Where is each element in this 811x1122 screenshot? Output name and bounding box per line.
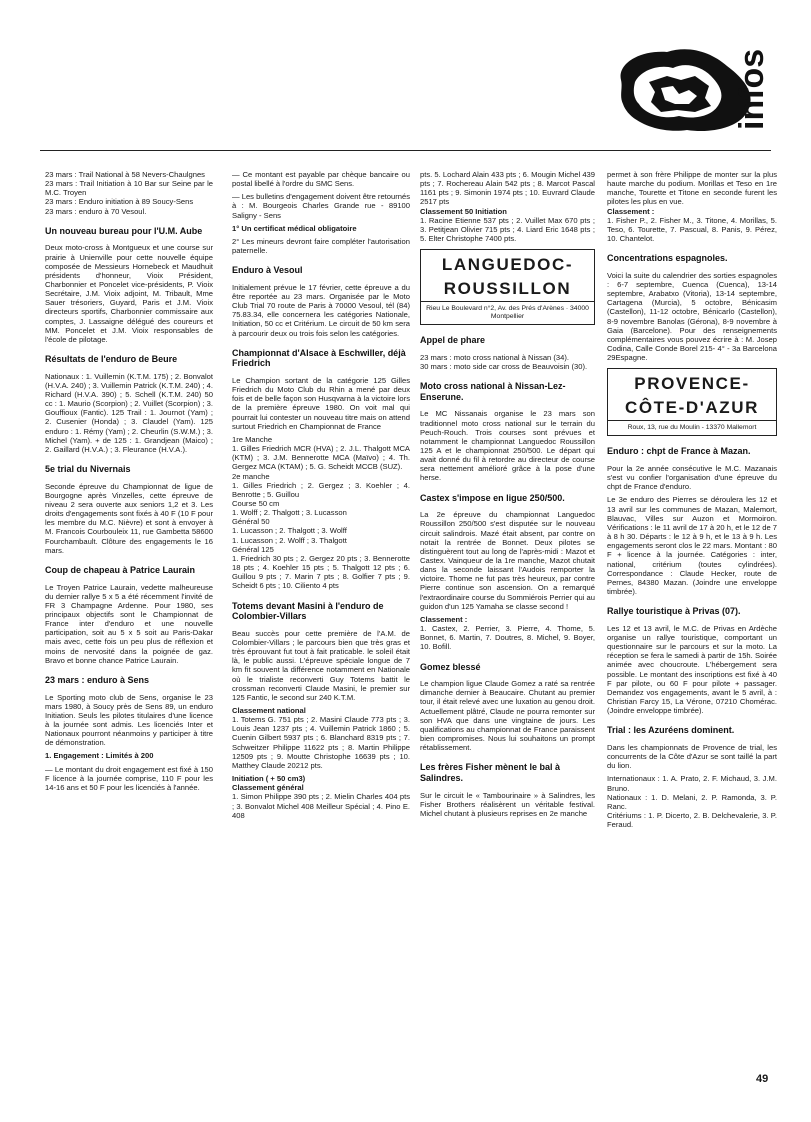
article-heading: Trial : les Azuréens dominent.: [607, 725, 735, 736]
results-line: Nationaux : 1. D. Melani, 2. P. Ramonda, 3. P. Ranc.: [607, 792, 777, 811]
article-body: Le champion ligue Claude Gomez a raté sa rentrée dimanche dernier à Beaucaire. Chutant au premier tour, il était relevé avec une luxation au genou droit. Actuellement plâtré, Claude ne pourra remonter sur son HVA que dans une vingtaine de jours. Les qualifications au championnat de France paraissent bien compromises. Nous lui souhaitons un prompt rétablissement.: [420, 679, 595, 753]
region-address: Roux, 13, rue du Moulin - 13370 Mallemort: [608, 420, 776, 435]
region-banner-languedoc: [420, 249, 595, 325]
article-body: Deux moto-cross à Montgueux et une course sur prairie à Unienville pour cette nouvelle équipe composée de Messieurs Hornebeck et Maudhuit présidents d'honneur, Vioix Président, Charbonnier et Poncelet vice-présidents, P. Vioix Secrétaire, J.M. Vioix adjoint, M. Tribault, Mme Sauer trésoriers, Guyard, Paris et J.M. Vioix directeurs sportifs, Charbonnier commissaire aux comptes, J. Lassaigne délégué des coureurs et MM. Poncelet et J.M. Vioix responsables de l'école de pilotage.: [45, 243, 213, 344]
article-heading: 23 mars : enduro à Sens: [45, 674, 150, 685]
article-subhead: Initiation ( + 50 cm3): [232, 774, 306, 784]
article-body: Le 3e enduro des Pierres se déroulera les 12 et 13 avril sur les communes de Mazan, Malemort, Blauvac, Villes sur Auzon et Mormoiron. Vérifications : le 11 avril de 17 à 20 h, et le 12 de 7 à 8 h 30. Départs : le 12 à 9 h, et le 13 à 9 h. Les engagements seront clos le 22 mars. Montant : 80 F + licence à la journée. Catégories : inter, national, critérium (toutes cylindrées). Correspondance : Claude Hecker, route de Pernes, 84380 Mazan. (Joindre une enveloppe timbrée).: [607, 495, 777, 597]
calendar-item: 23 mars : moto cross national à Nissan (34).: [420, 352, 569, 362]
article-body: Les 12 et 13 avril, le M.C. de Privas en Ardèche organise un rallye touristique, comportant un questionnaire sur le parcours et sur la moto. La réception se fera le samedi à partir de 15h. Soirée animée avec choucroute. L'hébergement sera possible. Le montant des inscriptions est fixé à 40 F par pilote, ou 60 F pour pilote + passager. Demandez vos engagements, avant le 5 avril, à : Christian Farcy 15, La Vérone, 07210 Chomérac. (Joindre enveloppe timbrée).: [607, 623, 777, 716]
article-body: 1. Fisher P., 2. Fisher M., 3. Titone, 4. Morillas, 5. Teso, 6. Tourette, 7. Pascual, 8. Panis, 9. Pérez, 10. Chantelot.: [607, 215, 777, 244]
article-body: 2° Les mineurs devront faire compléter l'autorisation paternelle.: [232, 236, 410, 256]
article-body: pts. 5. Lochard Alain 433 pts ; 6. Mougin Michel 439 pts ; 7. Rochereau Alain 542 pts ; 8. Marcot Pascal 1161 pts ; 9. Simonin 1974 pts ; 10. Euvrard Claude 2517 pts: [420, 170, 595, 207]
article-heading: Résultats de l'enduro de Beure: [45, 354, 178, 365]
region-title: PROVENCE-: [634, 374, 750, 394]
results-line: Général 125: [232, 544, 274, 554]
article-subhead: Classement 50 Initiation: [420, 206, 507, 216]
article-body: Sur le circuit le « Tambourinaire » à Salindres, les Fisher Brothers réalisèrent un véritable festival. Michel chutant à plusieurs reprises en 2e manche: [420, 790, 595, 818]
results-line: Course 50 cm: [232, 499, 280, 508]
results-line: 1re Manche: [232, 434, 273, 444]
results-line: 1. Wolff ; 2. Thalgott ; 3. Lucasson: [232, 508, 347, 518]
page-number: 49: [756, 1073, 769, 1085]
article-heading: Castex s'impose en ligue 250/500.: [420, 492, 565, 503]
article-heading: Enduro à Vesoul: [232, 265, 303, 276]
results-line: 2e manche: [232, 471, 270, 481]
article-heading: Moto cross national à Nissan-Lez-Enserune.: [420, 381, 566, 402]
article-body: Le MC Nissanais organise le 23 mars son traditionnel moto cross national sur le terrain du Peuch-Rouch. Trois courses sont prévues et notamment le championnat Languedoc Roussillon 125 A et le championnat 250/500. Le départ qui avait donné du fil à retordre au directeur de course sera nettement amélioré grâce à la pose d'une herse.: [420, 409, 595, 483]
calendar-item: 23 mars : Enduro initiation à 89 Soucy-Sens: [45, 197, 194, 207]
article-body: 1. Castex, 2. Perrier, 3. Pierre, 4. Thome, 5. Bonnet, 6. Martin, 7. Doutres, 8. Michel, 9. Boyer, 10. Bofill.: [420, 624, 595, 652]
results-line: 1. Gilles Friedrich ; 2. Gergez ; 3. Koehler ; 4. Benrotte ; 5. Guillou: [232, 480, 410, 499]
article-heading: Coup de chapeau à Patrice Laurain: [45, 564, 196, 575]
article-heading: Enduro : chpt de France à Mazan.: [607, 446, 751, 457]
results-line: 1. Gilles Friedrich MCR (HVA) ; 2. J.L. Thalgott MCA (KTM) ; 3. J.M. Bennerotte MCA (Maïvo) ; 4. Th. Gergez MCA (KTAM) ; 5. G. Scheidt MCCB (SUZ).: [232, 444, 410, 472]
region-banner-provence: [607, 368, 777, 436]
article-heading: Rallye touristique à Privas (07).: [607, 606, 741, 617]
article-body: Dans les championnats de Provence de trial, les concurrents de la Côte d'Azur se sont taillé la part du lion.: [607, 742, 777, 771]
article-body: — Ce montant est payable par chèque bancaire ou postal libellé à l'ordre du SMC Sens.: [232, 170, 410, 189]
article-heading: Championnat d'Alsace à Eschwiller, déjà Friedrich: [232, 347, 406, 369]
article-body: 1° Un certificat médical obligatoire: [232, 223, 357, 233]
article-heading: Concentrations espagnoles.: [607, 253, 728, 264]
article-subhead: Classement général: [232, 783, 304, 793]
article-body: Seconde épreuve du Championnat de ligue de Bourgogne après Vinzelles, cette épreuve de niveau 2 sera ouverte aux seniors 1,2 et 3. Les droits d'engagements sont fixés à 40 F (10 F pour les membre du M.C. Nièvre) et sont à envoyer à M. Francois Courbouleix 11, rue Gambetta 58600 Fourchambault. Clôture des engagements le 16 mars.: [45, 481, 213, 555]
article-body: — Le montant du droit engagement est fixé à 150 F licence à la journée comprise, 110 F pour les 14-16 ans et 50 F pour les licenciés à l'année.: [45, 764, 213, 792]
results-line: 1. Lucasson ; 2. Thalgott ; 3. Wolff: [232, 526, 347, 536]
article-heading: 5e trial du Nivernais: [45, 464, 131, 475]
article-heading: Gomez blessé: [420, 661, 481, 672]
column-1: [45, 170, 213, 796]
article-body: Beau succès pour cette première de l'A.M. de Colombier-Villars ; le parcours bien que très gras et très éprouvant fut tout à fait praticable. le soleil était là, le public aussi. L'épreuve spéciale longue de 7 km fit souvent la différence notamment en Nationale où le trialiste reconverti Guy Totems battit le crossman reconverti Claude Masini, le premier sur 125 Fantic, le second sur 240 K.T.M.: [232, 628, 410, 702]
results-list: [607, 774, 777, 829]
calendar-item: 30 mars : moto side car cross de Beauvoisin (30).: [420, 362, 588, 371]
article-body: Voici la suite du calendrier des sorties espagnoles : 6-7 septembre, Cuenca (Cuenca), 13-14 septembre, Arabatxo (Vitoria), 13-14 septembre, Cartagena (Murcia), 5 octobre, Bénicasim (Castellon), 11-12 octobre, Bénicarlo (Castellon), 8-9 novembre Banolas (Gérona), 8-9 novembre à Gaia (Barcelone). Pour des renseignements complémentaires vous pouvez écrire à : M. Josep Codina, Calle Conde Borel 215- 4° - 3a Barcelona 29Espagne.: [607, 270, 777, 363]
article-body: permet à son frère Philippe de monter sur la plus haute marche du podium. Morillas et Teso en 1re manche, Tourette et Titone en seconde furent les pilotes les plus en vue.: [607, 170, 777, 207]
column-4: [607, 170, 777, 833]
article-heading: Les frères Fisher mènent le bal à Salindres.: [420, 762, 561, 783]
calendar-item: 23 mars : Trail Initiation à 10 Bar sur Seine par le M.C. Troyen: [45, 179, 213, 198]
article-subhead: Classement national: [232, 706, 306, 715]
results-line: 1. Lucasson ; 2. Wolff ; 3. Thalgott: [232, 535, 347, 545]
article-subhead: Classement :: [607, 206, 655, 216]
svg-text:infos: infos: [733, 48, 771, 130]
column-2: [232, 170, 410, 824]
region-title: LANGUEDOC-: [441, 255, 574, 275]
results-line: Internationaux : 1. A. Prato, 2. F. Michaud, 3. J.M. Bruno.: [607, 774, 777, 793]
article-body: La 2e épreuve du championnat Languedoc Roussillon 250/500 s'est disputée sur le nouveau circuit salindrois. Mazé était absent, par contre on notait la rentrée de Bonnet. Deux pilotes se distinguèrent tout au long de l'après-midi : Mazot et Castex. Vainqueur de la 1re manche, Mazot chutait dans la seconde laissant l'Audois remporter la victoire. Thome ne fut pas très heureux, par contre Pierre continue son ascension. On a remarqué l'extraordinaire course du Sommiérois Perrier qui au guidon d'un 125 Yamaha se classe second !: [420, 510, 595, 611]
column-3: [420, 170, 595, 822]
results-line: 1. Friedrich 30 pts ; 2. Gergez 20 pts ; 3. Bennerotte 18 pts ; 4. Koehler 15 pts ; 5. Thalgott 12 pts ; 6. Guillou 9 pts ; 7. Marin 7 pts ; 8. Golfier 7 pts ; 9. Scheidt 6 pts ; 10. Ciliento 4 pts: [232, 553, 410, 591]
article-body: 1. Racine Etienne 537 pts ; 2. Vuillet Max 670 pts ; 3. Petitjean Olivier 715 pts ; 4. Liard Eric 1648 pts ; 5. Elter Christophe 7400 pts.: [420, 215, 595, 244]
header-rule: [40, 150, 771, 151]
article-heading: Appel de phare: [420, 335, 486, 346]
calendar-item: 23 mars : Trail National à 58 Nevers-Chaulgnes: [45, 170, 205, 179]
article-body: 1. Totems G. 751 pts ; 2. Masini Claude 773 pts ; 3. Louis Jean 1237 pts ; 4. Vuillemin Patrick 1860 ; 5. Cuenin Gilbert 5937 pts ; 6. Blanchard 8319 pts ; 7. Schweitzer Philippe 11622 pts ; 8. Martin Philippe 12509 pts ; 9. Moutte Christophe 16639 pts ; 10. Matthey Claude 20212 pts.: [232, 715, 410, 770]
article-body: — Les bulletins d'engagement doivent être retournés à : M. Bourgeois Charles Grande rue - 89100 Saligny - Sens: [232, 192, 410, 220]
article-heading: Un nouveau bureau pour l'U.M. Aube: [45, 225, 203, 236]
calendar-list: [45, 170, 213, 216]
region-address: Rieu Le Boulevard n°2, Av. des Prés d'Arènes · 34000 Montpellier: [421, 301, 594, 324]
region-title: ROUSSILLON: [443, 279, 572, 299]
article-body: Nationaux : 1. Vuillemin (K.T.M. 175) ; 2. Bonvalot (H.V.A. 240) ; 3. Vuillemin Patrick (K.T.M. 240) ; 4. Richard (H.V.A. 390) ; 5. Schell (K.T.M. 240) 50 cc : 1. Maurio (Scorpion) ; 2. Vuillet (Scorpion) ; 3. Gouffioux (Fantic). 125 Trail : 1. Journot (Yam) ; 2. Cusenier (Honda) ; 3. Claudel (Yam). 125 enduro : 1. Rémy (Yam) ; 2. Cheurlin (S.W.M.) ; 3. Michel (Yam). + de 125 : 1. Grandjean (Maico) ; 2. Gaillard (H.V.A.) ; 3. Fleurance (H.V.A.).: [45, 371, 213, 454]
results-line: Critériums : 1. P. Dicerto, 2. B. Delchevalerie, 3. P. Feraud.: [607, 811, 777, 830]
article-body: Initialement prévue le 17 février, cette épreuve a du être reportée au 23 mars. Organisée par le Moto Club Trial 70 route de Paris à 70000 Vesoul, tél (84) 75.83.34, elle concernera les catégories Nationale, Initiation, 50 cc et Critérium. Le circuit de 50 km sera à parcourir deux ou trois fois selon les catégories.: [232, 282, 410, 338]
article-body: Le Champion sortant de la catégorie 125 Gilles Friedrich du Moto Club du Rhin a mené par deux fois et de belle façon son Husqvarna à la victoire lors de la première épreuve 1980. On voit mal qui pourrait lui contester un nouveau titre mais on attend surtout Friedrich en Championnat de France: [232, 375, 410, 431]
results-line: Général 50: [232, 517, 270, 527]
article-subhead: Classement :: [420, 614, 468, 624]
region-title: CÔTE-D'AZUR: [624, 398, 760, 418]
article-subhead: 1. Engagement : Limités à 200: [45, 751, 154, 761]
calendar-item: 23 mars : enduro à 70 Vesoul.: [45, 206, 147, 216]
article-body: Le Sporting moto club de Sens, organise le 23 mars 1980, à Soucy près de Sens 89, un enduro Initiation. Seuls les pilotes titulaires d'une licence à la journée sont admis. Les licenciés Inter et Nationaux pourront néanmoins y participer à titre de démonstration.: [45, 692, 213, 748]
article-body: Le Troyen Patrice Laurain, vedette malheureuse du dernier rallye 5 x 5 a été récemment l'invité de FR 3 Champagne Ardenne. Pour 1980, ses principaux objectifs sont le Championnat de France inter d'enduro et une nouvelle participation, soit au 5 x 5 soit au Paris-Dakar mais avec, cette fois un peu plus de réflexion et moins de nervosité dans la poignée de gaz. Bravo et bonne chance Patrice Laurain.: [45, 582, 213, 665]
calendar-list: [420, 353, 595, 371]
article-heading: Totems devant Masini à l'enduro de Colombier-Villars: [232, 600, 384, 622]
article-body: 1. Simon Philippe 390 pts ; 2. Mielin Charles 404 pts ; 3. Bonvalot Michel 408 Meilleur Spécial ; 4. Pino E. 408: [232, 792, 410, 820]
article-body: Pour la 2e année consécutive le M.C. Mazanais s'est vu confier l'organisation d'une épreuve du chpt de France d'enduro.: [607, 464, 777, 492]
infos-logo: [615, 42, 771, 138]
results-list: [232, 435, 410, 591]
